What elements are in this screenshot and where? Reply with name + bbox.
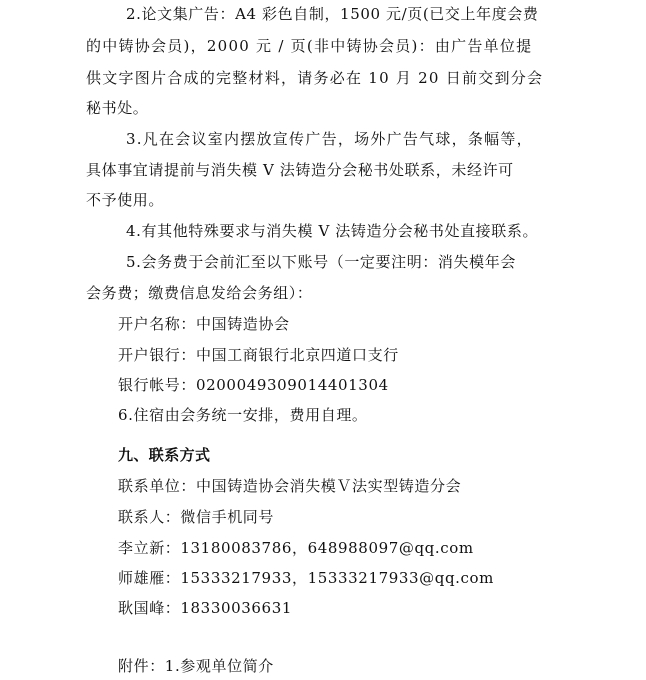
item-3-line-1: 3.凡在会议室内摆放宣传广告，场外广告气球，条幅等，: [126, 130, 533, 148]
item-3-line-3: 不予使用。: [86, 191, 165, 209]
item-2-line-2: 的中铸协会员)，2000 元 / 页(非中铸协会员)：由广告单位提: [86, 37, 533, 55]
item-2-line-4: 秘书处。: [86, 99, 149, 117]
contact-person-1: 李立新：13180083786，648988097@qq.com: [118, 539, 474, 557]
item-4-line-1: 4.有其他特殊要求与消失模 V 法铸造分会秘书处直接联系。: [126, 222, 539, 240]
contact-person-3: 耿国峰：18330036631: [118, 599, 292, 617]
item-5-line-1: 5.会务费于会前汇至以下账号（一定要注明：消失模年会: [126, 253, 516, 271]
item-2-line-3: 供文字图片合成的完整材料，请务必在 10 月 20 日前交到分会: [86, 69, 544, 87]
item-6-line-1: 6.住宿由会务统一安排，费用自理。: [118, 406, 368, 424]
contact-unit: 联系单位：中国铸造协会消失模Ｖ法实型铸造分会: [118, 477, 462, 495]
contact-person-2: 师雄雁：15333217933，15333217933@qq.com: [118, 569, 494, 587]
contact-person-label: 联系人：微信手机同号: [118, 508, 275, 526]
item-2-line-1: 2.论文集广告：A4 彩色自制，1500 元/页(已交上年度会费: [126, 5, 539, 23]
item-5-line-2: 会务费；缴费信息发给会务组）：: [86, 284, 313, 302]
item-3-line-2: 具体事宜请提前与消失模 V 法铸造分会秘书处联系，未经许可: [86, 161, 514, 179]
account-number: 银行帐号：0200049309014401304: [118, 376, 389, 394]
attachment-line: 附件：1.参观单位简介: [118, 657, 274, 675]
account-name: 开户名称：中国铸造协会: [118, 315, 290, 333]
contact-heading: 九、联系方式: [118, 446, 211, 464]
account-bank: 开户银行：中国工商银行北京四道口支行: [118, 346, 399, 364]
